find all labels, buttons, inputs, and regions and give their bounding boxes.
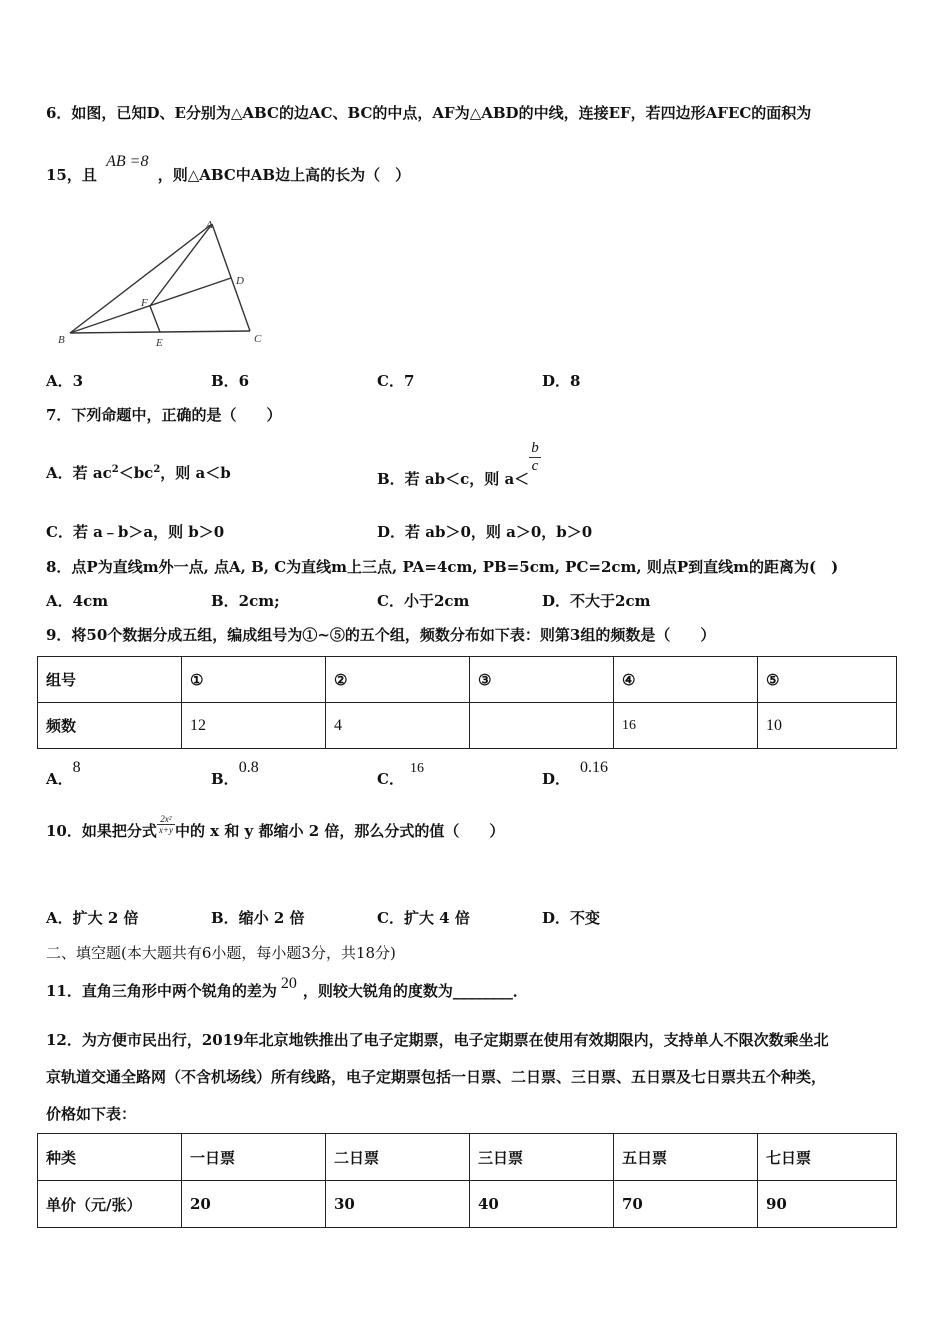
q12-price-table <box>37 1133 897 1228</box>
q6-option-d[interactable]: D．8 <box>542 372 581 390</box>
table-cell: ① <box>182 657 326 703</box>
table-cell: 七日票 <box>758 1134 897 1181</box>
q7-option-d[interactable]: D．若 ab＞0，则 a＞0，b＞0 <box>377 523 593 541</box>
q7-a-sup1: 2 <box>111 464 119 475</box>
q8-option-b[interactable]: B．2cm; <box>211 592 280 610</box>
q9-option-d[interactable] <box>542 756 609 788</box>
q10-post: 中的 x 和 y 都缩小 2 倍，那么分式的值（ ） <box>174 822 505 840</box>
q10-pre: 10．如果把分式 <box>46 822 157 840</box>
table-cell: 三日票 <box>470 1134 614 1181</box>
q10-frac-num: 2x² <box>157 814 175 825</box>
table-cell: 单价（元/张） <box>38 1181 182 1228</box>
q7-b-den: c <box>531 458 539 474</box>
q10-line <box>46 813 505 843</box>
q6-option-b[interactable]: B．6 <box>211 372 250 390</box>
q10-option-c[interactable]: C．扩大 4 倍 <box>377 909 470 927</box>
q7-a-sup2: 2 <box>153 464 161 475</box>
table-cell: ③ <box>470 657 614 703</box>
q7-title: 7．下列命题中，正确的是（ ） <box>46 406 282 424</box>
q8-option-a[interactable]: A．4cm <box>46 592 109 610</box>
q9-option-a[interactable] <box>46 756 81 788</box>
q6-math-ab: AB =8 <box>106 153 149 170</box>
q11-line <box>46 972 528 1000</box>
q7-option-b[interactable] <box>377 440 541 488</box>
table-cell: 10 <box>758 703 897 749</box>
q9-title: 9．将50个数据分成五组，编成组号为①~⑤的五个组，频数分布如下表：则第3组的频数是（ ） <box>46 626 716 644</box>
label-e: E <box>156 337 163 349</box>
table-cell: 种类 <box>38 1134 182 1181</box>
q7-a-mid: ＜bc <box>118 464 154 482</box>
table-cell: ⑤ <box>758 657 897 703</box>
segment-ac <box>212 224 250 331</box>
segment-ba <box>70 224 212 333</box>
q6-line2-post: ，则△ABC中AB边上高的长为（ ） <box>157 166 411 184</box>
q6-option-a[interactable]: A．3 <box>46 372 84 390</box>
q6-line1: 6．如图，已知D、E分别为△ABC的边AC、BC的中点，AF为△ABD的中线，连接EF，若四边形AFEC的面积为 <box>46 104 812 122</box>
q10-fraction <box>157 814 175 835</box>
q9-option-b[interactable] <box>211 756 259 788</box>
label-a: A <box>206 219 213 231</box>
q7-b-fraction <box>529 440 541 475</box>
q6-line2 <box>46 153 411 185</box>
label-d: D <box>236 275 244 287</box>
label-b: B <box>58 334 65 346</box>
q9-b-letter: B． <box>211 770 239 788</box>
section2-title: 二、填空题(本大题共有6小题，每小题3分，共18分) <box>46 944 396 962</box>
table-cell: 4 <box>326 703 470 749</box>
q7-b-pre: B．若 ab＜c，则 a＜ <box>377 469 530 488</box>
q7-b-num: b <box>531 440 539 456</box>
table-row <box>38 1181 897 1228</box>
q6-option-c[interactable]: C．7 <box>377 372 415 390</box>
q7-option-c[interactable]: C．若 a﹣b＞a，则 b＞0 <box>46 523 225 541</box>
q7-a-pre: A．若 ac <box>46 464 112 482</box>
q9-d-value: 0.16 <box>580 759 609 776</box>
table-cell: 90 <box>758 1181 897 1228</box>
table-cell: 70 <box>614 1181 758 1228</box>
q6-line2-pre: 15，且 <box>46 166 97 184</box>
q11-value: 20 <box>280 975 297 992</box>
table-cell: 12 <box>182 703 326 749</box>
q10-frac-den: x+y <box>158 824 173 835</box>
table-cell: 二日票 <box>326 1134 470 1181</box>
table-cell: 40 <box>470 1181 614 1228</box>
segment-fe <box>150 306 160 332</box>
q12-line1: 12．为方便市民出行，2019年北京地铁推出了电子定期票，电子定期票在使用有效期限内，支持单人不限次数乘坐北 <box>46 1031 829 1049</box>
table-cell: 组号 <box>38 657 182 703</box>
q11-post: ，则较大锐角的度数为________． <box>302 982 528 1000</box>
q7-a-post: ，则 a＜b <box>160 464 231 482</box>
label-f: F <box>141 297 148 309</box>
table-cell: ④ <box>614 657 758 703</box>
q12-line3: 价格如下表： <box>46 1105 137 1123</box>
q9-d-letter: D． <box>542 770 571 788</box>
q10-option-a[interactable]: A．扩大 2 倍 <box>46 909 139 927</box>
table-cell: ② <box>326 657 470 703</box>
q9-option-c[interactable] <box>377 756 424 788</box>
table-row <box>38 1134 897 1181</box>
q7-option-a[interactable] <box>46 462 231 483</box>
q9-a-letter: A． <box>46 770 73 788</box>
table-cell: 16 <box>614 703 758 749</box>
q8-option-c[interactable]: C．小于2cm <box>377 592 470 610</box>
q9-b-value: 0.8 <box>238 759 259 776</box>
q9-c-value: 16 <box>409 761 424 776</box>
triangle-figure <box>56 212 276 352</box>
table-cell: 一日票 <box>182 1134 326 1181</box>
table-cell: 五日票 <box>614 1134 758 1181</box>
table-cell: 20 <box>182 1181 326 1228</box>
q11-pre: 11．直角三角形中两个锐角的差为 <box>46 982 277 1000</box>
q10-option-d[interactable]: D．不变 <box>542 909 601 927</box>
q10-option-b[interactable]: B．缩小 2 倍 <box>211 909 305 927</box>
q8-option-d[interactable]: D．不大于2cm <box>542 592 651 610</box>
q9-a-value: 8 <box>72 759 81 776</box>
table-cell <box>470 703 614 749</box>
table-cell: 频数 <box>38 703 182 749</box>
table-row <box>38 657 897 703</box>
table-row <box>38 703 897 749</box>
q9-c-letter: C． <box>377 770 404 788</box>
label-c: C <box>254 333 262 345</box>
q12-line2: 京轨道交通全路网（不含机场线）所有线路，电子定期票包括一日票、二日票、三日票、五日票及七日票共五个种类， <box>46 1068 827 1086</box>
q8-title: 8．点P为直线m外一点, 点A, B, C为直线m上三点, PA=4cm, PB=5cm, PC=2cm, 则点P到直线m的距离为( ) <box>46 558 839 576</box>
table-cell: 30 <box>326 1181 470 1228</box>
q9-frequency-table <box>37 656 897 749</box>
